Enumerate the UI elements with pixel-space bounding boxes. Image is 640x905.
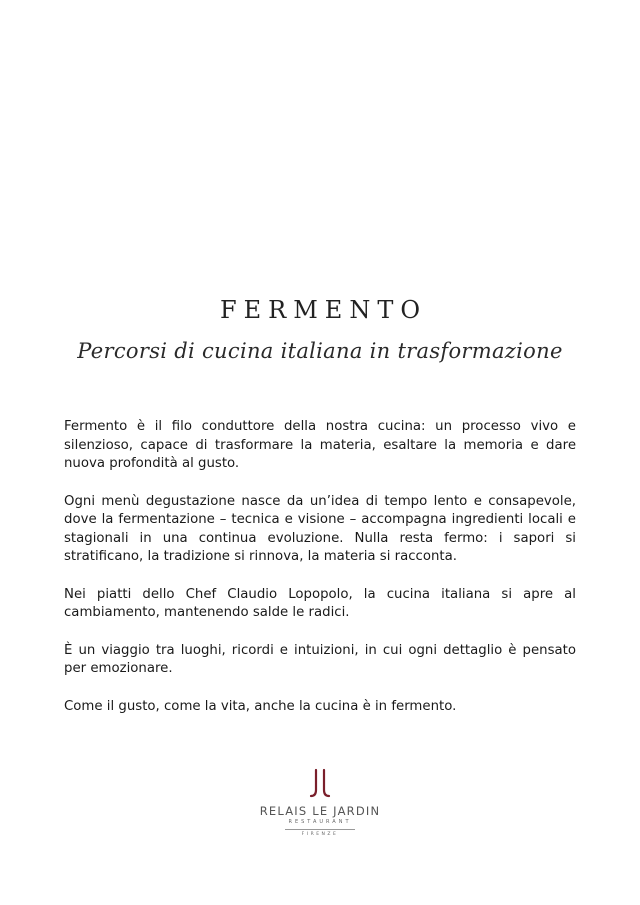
brand-city: FIRENZE bbox=[301, 832, 339, 837]
page-title: FERMENTO bbox=[219, 296, 428, 324]
brand-name: RELAIS LE JARDIN bbox=[259, 804, 381, 818]
intro-text bbox=[64, 418, 576, 735]
paragraph-2: Ogni menù degustazione nasce da un’idea di tempo lento e consapevole, dove la fermentazione – tecnica e visione – accompagna ingredienti locali e stagionali in una continua evoluzione. Nulla resta fermo: i sapori si stratificano, la tradizione si rinnova, la materia si racconta. bbox=[64, 493, 576, 564]
restaurant-logo bbox=[0, 768, 640, 837]
brand-tagline: RESTAURANT bbox=[288, 819, 352, 825]
logo-divider bbox=[285, 829, 355, 830]
paragraph-5: Come il gusto, come la vita, anche la cucina è in fermento. bbox=[64, 698, 457, 714]
page-subtitle: Percorsi di cucina italiana in trasformazione bbox=[77, 339, 563, 363]
paragraph-3: Nei piatti dello Chef Claudio Lopopolo, la cucina italiana si apre al cambiamento, mantenendo salde le radici. bbox=[64, 586, 576, 620]
jj-monogram-icon bbox=[306, 768, 334, 800]
paragraph-4: È un viaggio tra luoghi, ricordi e intuizioni, in cui ogni dettaglio è pensato per emozionare. bbox=[64, 642, 576, 676]
paragraph-1: Fermento è il filo conduttore della nostra cucina: un processo vivo e silenzioso, capace di trasformare la materia, esaltare la memoria e dare nuova profondità al gusto. bbox=[64, 419, 576, 471]
